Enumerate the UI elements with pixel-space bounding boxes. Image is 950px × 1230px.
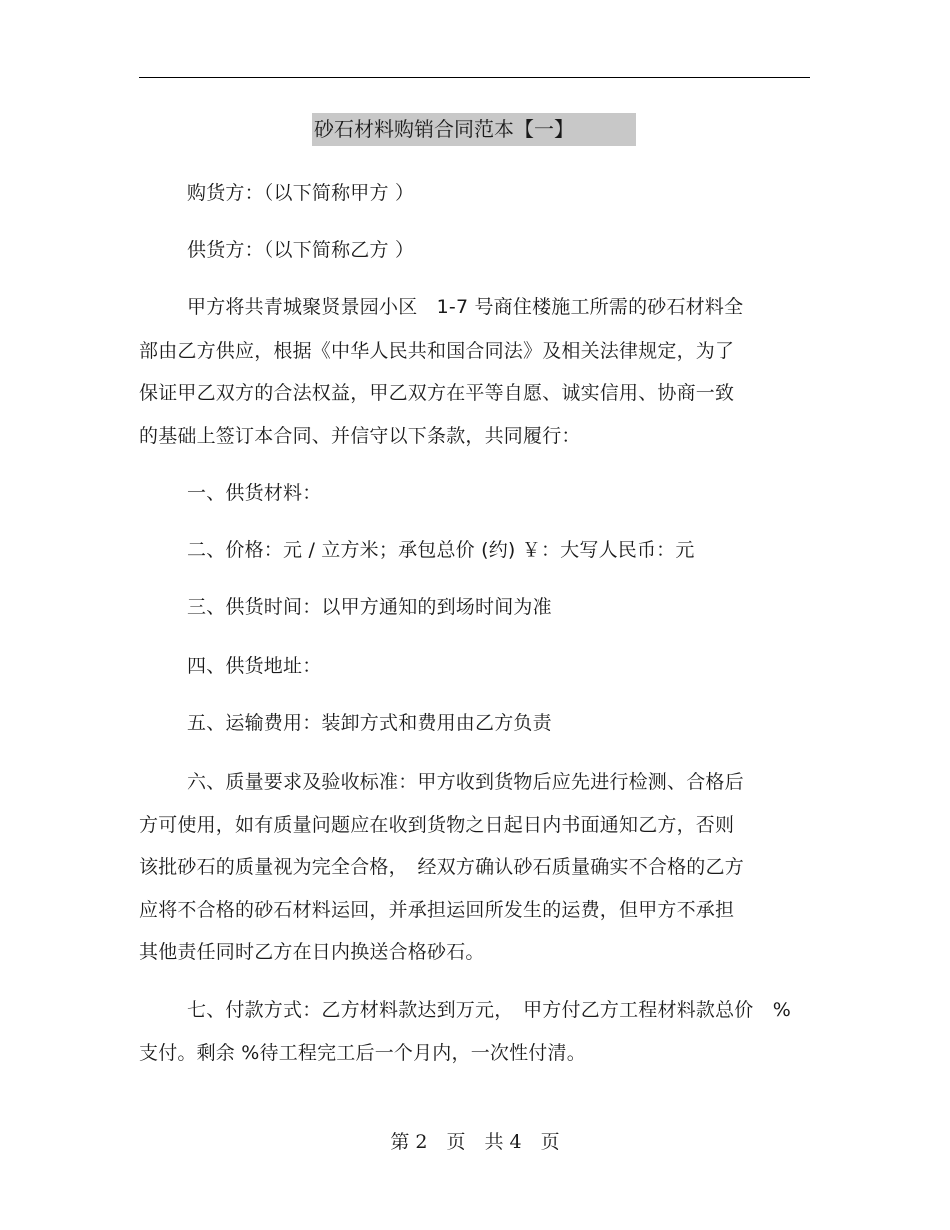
clause-7-line: 七、付款方式：乙方材料款达到万元， 甲方付乙方工程材料款总价 % bbox=[187, 999, 791, 1021]
intro-line: 甲方将共青城聚贤景园小区 1-7 号商住楼施工所需的砂石材料全 bbox=[187, 296, 744, 318]
intro-line: 部由乙方供应，根据《中华人民共和国合同法》及相关法律规定，为了 bbox=[139, 340, 735, 362]
clause-6-line: 其他责任同时乙方在日内换送合格砂石。 bbox=[139, 941, 485, 963]
header-rule bbox=[139, 77, 810, 78]
clause-7-line: 支付。剩余 %待工程完工后一个月内，一次性付清。 bbox=[139, 1042, 586, 1064]
clause-6-line: 六、质量要求及验收标准：甲方收到货物后应先进行检测、合格后 bbox=[187, 771, 744, 793]
clause-1: 一、供货材料： bbox=[187, 482, 322, 504]
supplier-line: 供货方：（以下简称乙方 ） bbox=[187, 239, 415, 261]
clause-4: 四、供货地址： bbox=[187, 655, 322, 677]
clause-5: 五、运输费用：装卸方式和费用由乙方负责 bbox=[187, 712, 552, 734]
buyer-line: 购货方：（以下简称甲方 ） bbox=[187, 182, 415, 204]
clause-2: 二、价格：元 / 立方米；承包总价 (约) ￥：大写人民币：元 bbox=[187, 539, 695, 561]
page-number: 第 2 页 共 4 页 bbox=[390, 1131, 560, 1153]
clause-6-line: 方可使用，如有质量问题应在收到货物之日起日内书面通知乙方，否则 bbox=[139, 814, 735, 836]
document-title: 砂石材料购销合同范本【一】 bbox=[312, 113, 636, 146]
intro-line: 的基础上签订本合同、并信守以下条款，共同履行： bbox=[139, 425, 581, 447]
clause-6-line: 该批砂石的质量视为完全合格， 经双方确认砂石质量确实不合格的乙方 bbox=[139, 856, 744, 878]
intro-line: 保证甲乙双方的合法权益，甲乙双方在平等自愿、诚实信用、协商一致 bbox=[139, 382, 735, 404]
clause-6-line: 应将不合格的砂石材料运回，并承担运回所发生的运费，但甲方不承担 bbox=[139, 899, 735, 921]
clause-3: 三、供货时间：以甲方通知的到场时间为准 bbox=[187, 596, 552, 618]
